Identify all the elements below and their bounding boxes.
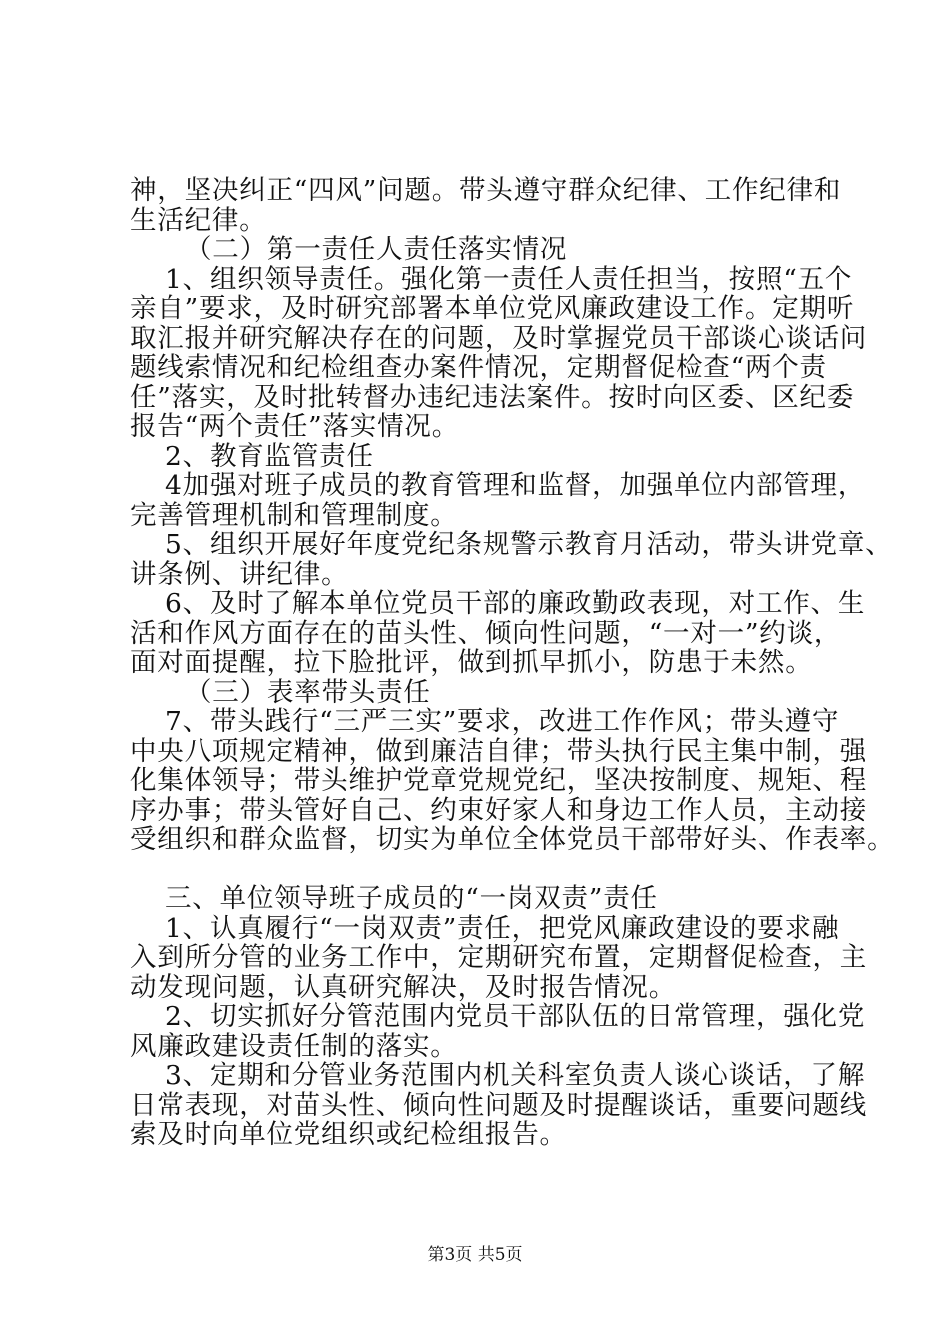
text-line: 2、切实抓好分管范围内党员干部队伍的日常管理，强化党 <box>165 1001 866 1032</box>
text-line: 报告“两个责任”落实情况。 <box>130 411 459 442</box>
text-line: 日常表现，对苗头性、倾向性问题及时提醒谈话，重要问题线 <box>130 1089 868 1121</box>
text-line: 1、认真履行“一岗双责”责任，把党风廉政建设的要求融 <box>165 912 840 944</box>
text-line: 3、定期和分管业务范围内机关科室负责人谈心谈话，了解 <box>165 1060 866 1091</box>
text-line: 化集体领导；带头维护党章党规党纪，坚决按制度、规矩、程 <box>130 765 868 796</box>
text-line: 风廉政建设责任制的落实。 <box>130 1030 458 1062</box>
text-line: 完善管理机制和管理制度。 <box>130 499 458 531</box>
section-heading: （二）第一责任人责任落实情况 <box>185 234 568 265</box>
text-line: 亲自”要求，及时研究部署本单位党风廉政建设工作。定期听 <box>130 293 855 324</box>
document-body <box>130 175 895 1150</box>
section-heading: 三、单位领导班子成员的“一岗双责”责任 <box>165 883 658 914</box>
text-line: 生活纪律。 <box>130 204 267 236</box>
text-line: 动发现问题，认真研究解决，及时报告情况。 <box>130 971 676 1003</box>
text-line: 5、组织开展好年度党纪条规警示教育月活动，带头讲党章、 <box>165 529 893 560</box>
text-line: 6、及时了解本单位党员干部的廉政勤政表现，对工作、生 <box>165 588 866 619</box>
text-line: 取汇报并研究解决存在的问题，及时掌握党员干部谈心谈话问 <box>130 322 868 354</box>
text-line: 中央八项规定精神，做到廉洁自律；带头执行民主集中制，强 <box>130 735 868 767</box>
text-line: 4加强对班子成员的教育管理和监督，加强单位内部管理， <box>165 470 866 501</box>
text-line: 讲条例、讲纪律。 <box>130 558 349 590</box>
text-line: 入到所分管的业务工作中，定期研究布置，定期督促检查，主 <box>130 942 868 973</box>
text-line: 受组织和群众监督，切实为单位全体党员干部带好头、作表率。 <box>130 824 895 855</box>
page-number: 第3页 共5页 <box>427 1245 523 1265</box>
text-line: 题线索情况和纪检组查办案件情况，定期督促检查“两个责 <box>130 352 827 383</box>
text-line: 2、教育监管责任 <box>165 440 374 472</box>
section-heading: （三）表率带头责任 <box>185 676 431 708</box>
text-line: 神，坚决纠正“四风”问题。带头遵守群众纪律、工作纪律和 <box>130 175 842 206</box>
text-line: 序办事；带头管好自己、约束好家人和身边工作人员，主动接 <box>130 794 868 826</box>
text-line: 7、带头践行“三严三实”要求，改进工作作风；带头遵守 <box>165 706 840 737</box>
text-line: 面对面提醒，拉下脸批评，做到抓早抓小，防患于未然。 <box>130 647 813 678</box>
text-line: 任”落实，及时批转督办违纪违法案件。按时向区委、区纪委 <box>130 381 855 413</box>
blank-line <box>130 855 835 885</box>
text-line: 索及时向单位党组织或纪检组报告。 <box>130 1119 567 1150</box>
text-line: 1、组织领导责任。强化第一责任人责任担当，按照“五个 <box>165 263 853 295</box>
text-line: 活和作风方面存在的苗头性、倾向性问题，“一对一”约谈， <box>130 617 842 649</box>
